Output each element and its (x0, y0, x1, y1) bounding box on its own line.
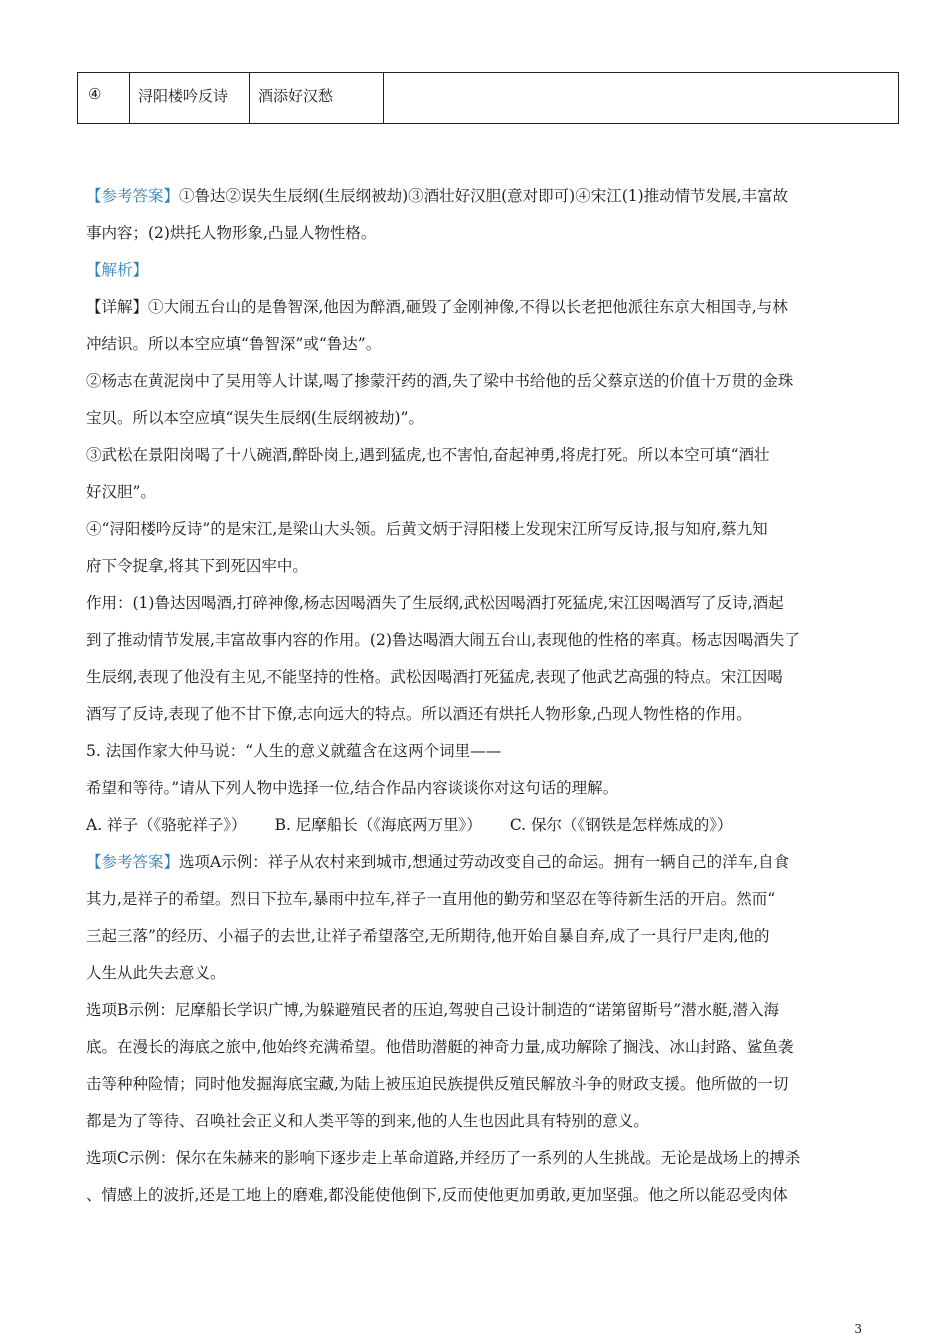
reference-answer-tag: 【参考答案】 (86, 853, 180, 871)
question-5-line: 希望和等待。”请从下列人物中选择一位,结合作品内容谈谈你对这句话的理解。 (86, 779, 619, 797)
detail-line: ④“浔阳楼吟反诗”的是宋江,是梁山大头领。后黄文炳于浔阳楼上发现宋江所写反诗,报与知府,蔡九知 (86, 520, 768, 538)
option-c: C. 保尔（《钢铁是怎样炼成的》） (509, 816, 733, 834)
question-5-line: 5. 法国作家大仲马说：“人生的意义就蕴含在这两个词里—— (86, 742, 502, 760)
detail-line: 宝贝。所以本空应填“误失生辰纲(生辰纲被劫)”。 (86, 409, 424, 427)
option-a: A. 祥子（《骆驼祥子》） (86, 816, 247, 834)
episode-table-row (77, 72, 899, 124)
table-cell-summary: 酒添好汉愁 (250, 73, 384, 123)
document-body (86, 178, 864, 1214)
answer-5-line: 击等种种险情；同时他发掘海底宝藏,为陆上被压迫民族提供反殖民解放斗争的财政支援。他所做的一切 (86, 1075, 789, 1093)
answer-5-line: 底。在漫长的海底之旅中,他始终充满希望。他借助潜艇的神奇力量,成功解除了搁浅、冰山封路、鲨鱼袭 (86, 1038, 794, 1056)
detail-line: 酒写了反诗,表现了他不甘下僚,志向远大的特点。所以酒还有烘托人物形象,凸现人物性格的作用。 (86, 705, 752, 723)
table-cell-episode: 浔阳楼吟反诗 (130, 73, 250, 123)
answer-5-line: 三起三落”的经历、小福子的去世,让祥子希望落空,无所期待,他开始自暴自弃,成了一具行尸走肉,他的 (86, 927, 770, 945)
detail-line: 作用：(1)鲁达因喝酒,打碎神像,杨志因喝酒失了生辰纲,武松因喝酒打死猛虎,宋江因喝酒写了反诗,酒起 (86, 594, 784, 612)
answer-5-line: 人生从此失去意义。 (86, 964, 226, 982)
question-5-options (86, 807, 864, 844)
answer-text: ①鲁达②误失生辰纲(生辰纲被劫)③酒壮好汉胆(意对即可)④宋江(1)推动情节发展,丰富故 (179, 187, 789, 205)
answer-5-line: 【参考答案】选项A示例：祥子从农村来到城市,想通过劳动改变自己的命运。拥有一辆自己的洋车,自食 (86, 853, 790, 871)
answer-line (86, 178, 864, 215)
answer-5-line: 其力,是祥子的希望。烈日下拉车,暴雨中拉车,祥子一直用他的勤劳和坚忍在等待新生活的开启。然而“ (86, 890, 776, 908)
reference-answer-tag: 【参考答案】 (86, 187, 180, 205)
detail-line: 生辰纲,表现了他没有主见,不能坚持的性格。武松因喝酒打死猛虎,表现了他武艺高强的特点。宋江因喝 (86, 668, 783, 686)
answer-5-line: 、情感上的波折,还是工地上的磨难,都没能使他倒下,反而使他更加勇敢,更加坚强。他之所以能忍受肉体 (86, 1186, 788, 1204)
table-cell-blank (384, 73, 898, 123)
detail-line: ②杨志在黄泥岗中了吴用等人计谋,喝了掺蒙汗药的酒,失了梁中书给他的岳父蔡京送的价值十万贯的金珠 (86, 372, 794, 390)
detail-line: 府下令捉拿,将其下到死囚牢中。 (86, 557, 308, 575)
detail-line: 【详解】①大闹五台山的是鲁智深,他因为醉酒,砸毁了金刚神像,不得以长老把他派往东京大相国寺,与林 (86, 298, 788, 316)
detail-line: ③武松在景阳岗喝了十八碗酒,醉卧岗上,遇到猛虎,也不害怕,奋起神勇,将虎打死。所以本空可填“酒壮 (86, 446, 770, 464)
option-b: B. 尼摩船长（《海底两万里》） (274, 816, 482, 834)
detail-line: 到了推动情节发展,丰富故事内容的作用。(2)鲁达喝酒大闹五台山,表现他的性格的率真。杨志因喝酒失了 (86, 631, 800, 649)
detail-line: 好汉胆”。 (86, 483, 156, 501)
answer-5-line: 选项C示例：保尔在朱赫来的影响下逐步走上革命道路,并经历了一系列的人生挑战。无论是战场上的搏杀 (86, 1149, 801, 1167)
answer-5-line: 选项B示例：尼摩船长学识广博,为躲避殖民者的压迫,驾驶自己设计制造的“诺第留斯号”潜水艇,潜入海 (86, 1001, 780, 1019)
table-cell-number: ④ (78, 73, 130, 123)
page-number: 3 (854, 1322, 862, 1336)
answer-5-line: 都是为了等待、召唤社会正义和人类平等的到来,他的人生也因此具有特别的意义。 (86, 1112, 649, 1130)
answer-line: 事内容；(2)烘托人物形象,凸显人物性格。 (86, 224, 377, 242)
detail-line: 冲结识。所以本空应填“鲁智深”或“鲁达”。 (86, 335, 382, 353)
analysis-tag: 【解析】 (86, 261, 149, 279)
